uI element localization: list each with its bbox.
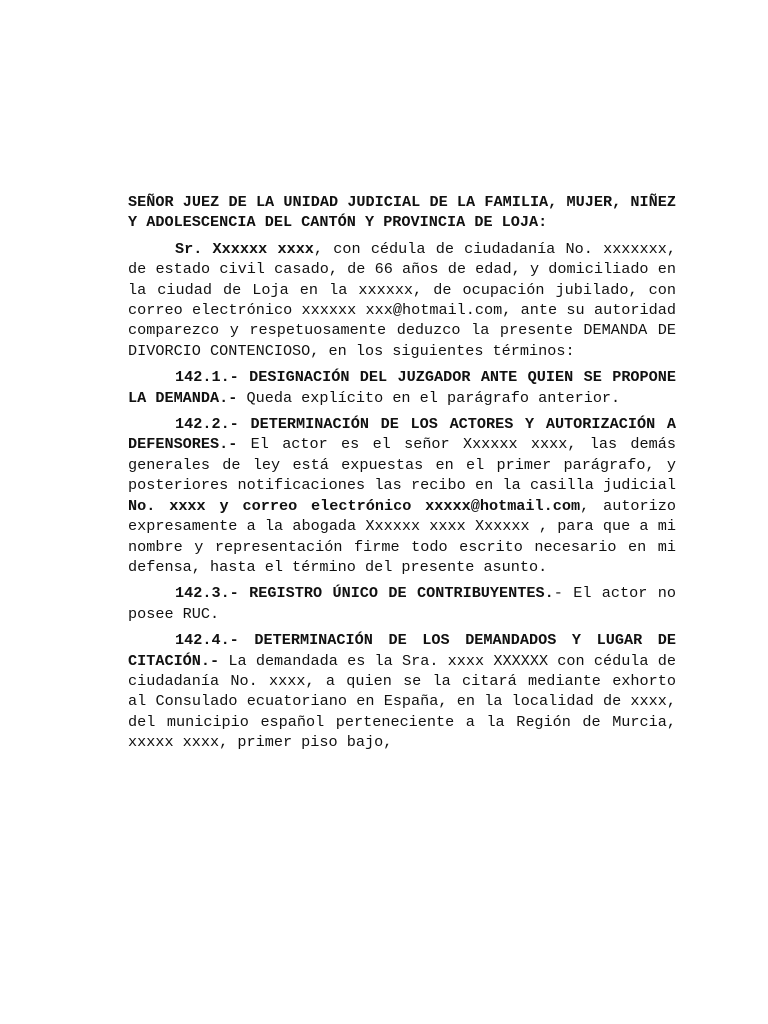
section-142-2-text-c: , autorizo expresamente a la abogada Xxxxxx xxxx Xxxxxx , para que a mi nombre y representación firme todo escrito necesario en mi defensa, hasta el término del presente asunto. <box>128 496 676 576</box>
section-142-2-text-a: El actor es el señor Xxxxxx xxxx, las demás generales de ley está expuestas en el primer parágrafo, y posteriores notificaciones las recibo en la casilla judicial <box>128 435 676 495</box>
intro-paragraph <box>128 239 676 361</box>
plaintiff-name: Sr. Xxxxxx xxxx <box>175 239 314 258</box>
section-142-2-contact: No. xxxx y correo electrónico xxxxx@hotmail.com <box>128 496 581 515</box>
section-142-4-title: 142.4.- DETERMINACIÓN DE LOS DEMANDADOS Y LUGAR DE CITACIÓN.- <box>128 631 676 670</box>
intro-text: , con cédula de ciudadanía No. xxxxxxx, de estado civil casado, de 66 años de edad, y domiciliado en la ciudad de Loja en la xxxxxx, de ocupación jubilado, con correo electrónico xxxxxx xxx@hotmail.com, ante su autoridad comparezco y respetuosamente deduzco la presente DEMANDA DE DIVORCIO CONTENCIOSO, en los siguientes términos: <box>128 239 676 360</box>
document-heading: SEÑOR JUEZ DE LA UNIDAD JUDICIAL DE LA FAMILIA, MUJER, NIÑEZ Y ADOLESCENCIA DEL CANTÓN Y PROVINCIA DE LOJA: <box>128 193 676 232</box>
section-142-1-text: Queda explícito en el parágrafo anterior. <box>237 388 621 407</box>
section-142-3-title: 142.3.- REGISTRO ÚNICO DE CONTRIBUYENTES. <box>175 584 554 603</box>
document-page <box>128 192 676 759</box>
section-142-4-text: La demandada es la Sra. xxxx XXXXXX con cédula de ciudadanía No. xxxx, a quien se la citará mediante exhorto al Consulado ecuatoriano en España, en la localidad de xxxx, del municipio español perteneciente a la Región de Murcia, xxxxx xxxx, primer piso bajo, <box>128 651 676 752</box>
section-142-1 <box>128 367 676 408</box>
section-142-3-text: - El actor no posee RUC. <box>128 584 676 623</box>
section-142-1-title: 142.1.- DESIGNACIÓN DEL JUZGADOR ANTE QUIEN SE PROPONE LA DEMANDA.- <box>128 368 676 407</box>
section-142-2 <box>128 414 676 577</box>
section-142-2-title: 142.2.- DETERMINACIÓN DE LOS ACTORES Y AUTORIZACIÓN A DEFENSORES.- <box>128 415 676 454</box>
section-142-4 <box>128 630 676 752</box>
section-142-3 <box>128 583 676 624</box>
